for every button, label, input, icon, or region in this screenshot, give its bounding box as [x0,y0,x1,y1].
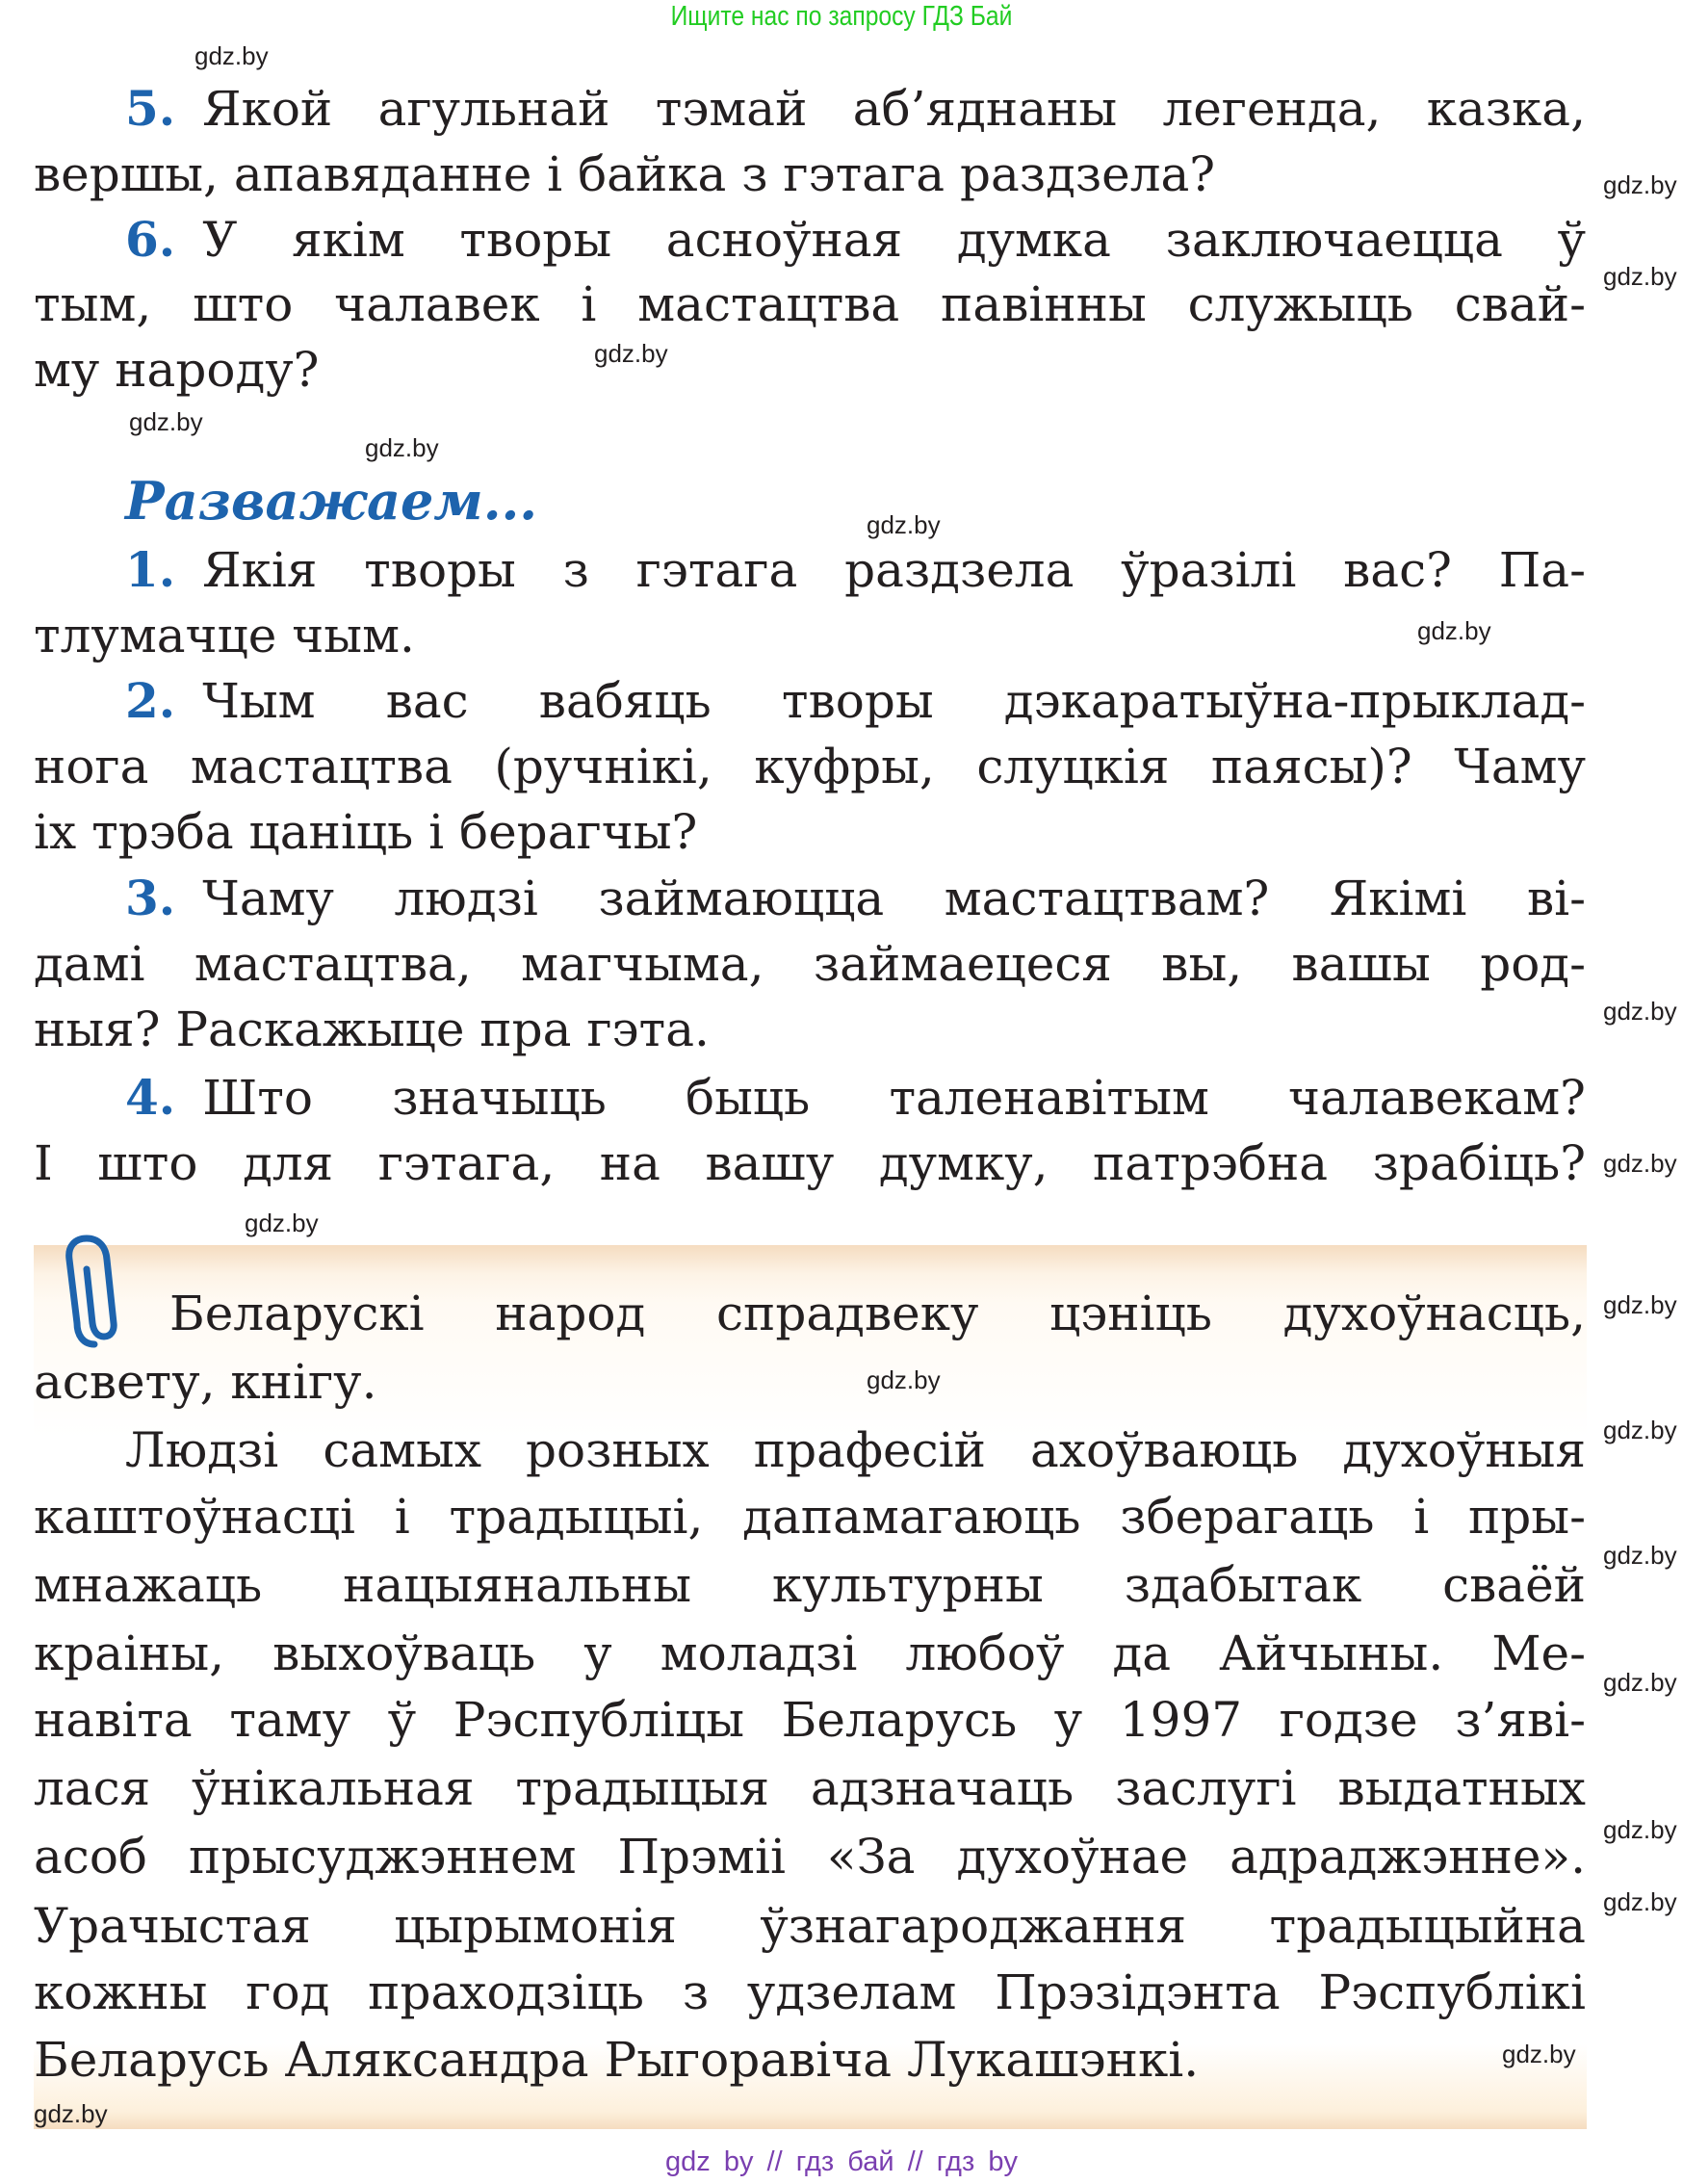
watermark: gdz.by [594,339,668,368]
note-line: каштоўнасці і традыцыі, дапамагаюць зберагаць і пры- [34,1489,1586,1545]
watermark: gdz.by [1603,1290,1677,1319]
watermark: gdz.by [34,2099,108,2128]
watermark: gdz.by [1603,997,1677,1026]
question-6-line: му народу? [34,342,320,398]
line-text: Якой агульнай тэмай аб’яднаны легенда, казка, [202,81,1586,137]
watermark: gdz.by [1603,170,1677,199]
question-number: 3. [125,870,176,926]
question-1-line [125,537,1586,603]
note-line: Беларускі народ спрадвеку цэніць духоўнасць, [169,1286,1586,1341]
question-number: 2. [125,672,176,729]
watermark: gdz.by [245,1209,319,1237]
watermark: gdz.by [365,433,439,462]
watermark: gdz.by [1603,1149,1677,1178]
question-3-line: дамі мастацтва, магчыма, займаецеся вы, вашы род- [34,936,1586,992]
line-text: У якім творы асноўная думка заключаецца ў [202,212,1586,268]
question-5-line: вершы, апавяданне і байка з гэтага раздзела? [34,146,1216,202]
question-3-line [125,866,1586,931]
line-text: Чаму людзі займаюцца мастацтвам? Якімі ві- [202,871,1586,926]
watermark: gdz.by [1603,1416,1677,1444]
watermark: gdz.by [1417,616,1491,645]
watermark: gdz.by [1502,2040,1576,2068]
question-1-line: тлумачце чым. [34,608,415,663]
watermark: gdz.by [1603,1668,1677,1697]
question-number: 1. [125,541,176,598]
note-line: кожны год праходзіць з удзелам Прэзідэнта Рэспублікі [34,1964,1586,2020]
watermark: gdz.by [1603,262,1677,291]
watermark: gdz.by [194,41,269,70]
line-text: Якія творы з гэтага раздзела ўразілі вас? Па- [202,542,1586,598]
question-6-line [125,207,1586,273]
question-number: 4. [125,1069,176,1126]
question-4-line: І што для гэтага, на вашу думку, патрэбна зрабіць? [34,1135,1586,1191]
question-2-line: нога мастацтва (ручнікі, куфры, слуцкія паясы)? Чаму [34,739,1586,794]
watermark: gdz.by [867,1365,941,1394]
watermark: gdz.by [1603,1541,1677,1570]
note-line: асоб прысуджэннем Прэміі «За духоўнае адраджэнне». [34,1829,1586,1885]
question-2-line [125,668,1586,734]
note-line: краіны, выхоўваць у моладзі любоў да Айчыны. Ме- [34,1625,1586,1681]
watermark: gdz.by [1603,1887,1677,1916]
section-heading: Разважаем... [125,470,538,532]
watermark: gdz.by [867,510,941,539]
question-3-line: ныя? Раскажыце пра гэта. [34,1001,710,1057]
note-line: Урачыстая цырымонія ўзнагароджання традыцыйна [34,1898,1586,1954]
watermark: gdz.by [1603,1815,1677,1844]
line-text: Што значыць быць таленавітым чалавекам? [202,1070,1586,1126]
search-banner[interactable]: Ищите нас по запросу ГДЗ Бай [670,1,1013,32]
note-line: мнажаць нацыянальны культурны здабытак сваёй [34,1557,1586,1613]
watermark: gdz.by [129,407,203,436]
question-4-line [125,1065,1586,1131]
line-text: Чым вас вабяць творы дэкаратыўна-прыклад- [202,673,1586,729]
note-line: лася ўнікальная традыцыя адзначаць заслугі выдатных [34,1760,1586,1816]
question-number: 5. [125,80,176,137]
note-line: навіта таму ў Рэспубліцы Беларусь у 1997 годзе з’яві- [34,1692,1586,1748]
question-2-line: іх трэба цаніць і берагчы? [34,804,698,860]
footer-links[interactable]: gdz by // гдз бай // гдз by [665,2146,1018,2177]
note-line: Людзі самых розных прафесій ахоўваюць духоўныя [125,1422,1586,1478]
question-number: 6. [125,211,176,268]
paperclip-icon [56,1231,123,1356]
note-line: Беларусь Аляксандра Рыгоравіча Лукашэнкі. [34,2032,1200,2088]
note-line: асвету, кнігу. [34,1354,377,1410]
question-5-line [125,76,1586,142]
question-6-line: тым, што чалавек і мастацтва павінны служыць свай- [34,276,1586,332]
